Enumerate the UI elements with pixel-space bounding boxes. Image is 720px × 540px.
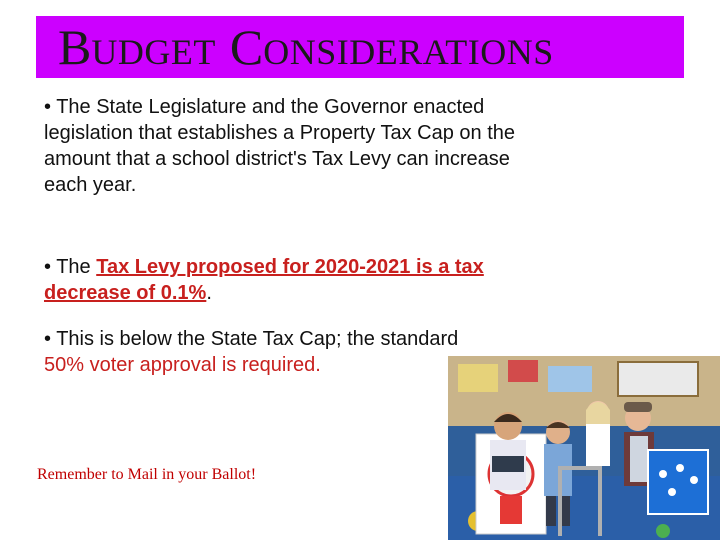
slide-title (58, 19, 554, 75)
bullet-voter-approval-prefix: • This is below the State Tax Cap; the standard (44, 328, 459, 350)
voter-approval-highlight: 50% voter approval is required. (44, 354, 321, 376)
title-rest-considerations: ONSIDERATIONS (263, 32, 554, 72)
bullet-tax-levy-prefix: • The (44, 256, 97, 278)
tax-levy-highlight: Tax Levy proposed for 2020-2021 is a tax decrease of 0.1% (44, 256, 484, 304)
students-photo (448, 356, 720, 540)
title-initial-b: B (58, 19, 92, 75)
students-photo-illustration (448, 356, 720, 540)
title-rest-budget: UDGET (91, 32, 216, 72)
bullet-property-tax-cap: • The State Legislature and the Governor enacted legislation that establishes a Property Tax Cap on the amount that a school district's Tax Levy can increase each year. (44, 96, 516, 196)
title-initial-c: C (229, 19, 264, 75)
bullet-tax-levy (44, 254, 524, 306)
title-bar (36, 16, 684, 78)
bullet-tax-levy-suffix: . (206, 282, 212, 304)
bullet-voter-approval (44, 326, 484, 378)
mail-ballot-reminder: Remember to Mail in your Ballot! (37, 466, 257, 483)
